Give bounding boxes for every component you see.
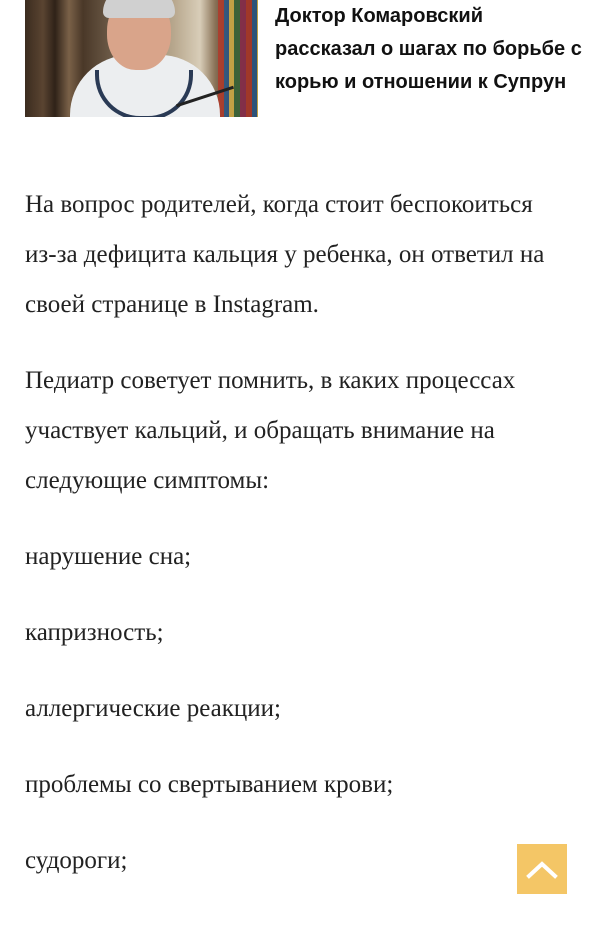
related-article-title[interactable]: Доктор Комаровский рассказал о шагах по борьбе с корью и отношении к Супрун xyxy=(275,5,582,93)
article-body xyxy=(25,180,570,912)
symptom-item: проблемы со свертыванием крови; xyxy=(25,771,394,798)
article-paragraph: На вопрос родителей, когда стоит беспокоиться из-за дефицита кальция у ребенка, он ответил на своей странице в Instagram. xyxy=(25,191,545,318)
thumbnail-bookshelf xyxy=(218,0,258,117)
chevron-up-icon xyxy=(526,859,558,879)
symptom-item: судороги; xyxy=(25,847,128,874)
article-paragraph: Педиатр советует помнить, в каких процессах участвует кальций, и обращать внимание на следующие симптомы: xyxy=(25,367,516,494)
symptom-item: нарушение сна; xyxy=(25,543,192,570)
related-article-thumbnail[interactable] xyxy=(25,0,258,117)
related-article-card[interactable] xyxy=(25,0,585,135)
scroll-to-top-button[interactable] xyxy=(517,844,567,894)
thumbnail-hair xyxy=(103,0,175,18)
symptom-item: капризность; xyxy=(25,619,164,646)
symptom-item: аллергические реакции; xyxy=(25,695,281,722)
